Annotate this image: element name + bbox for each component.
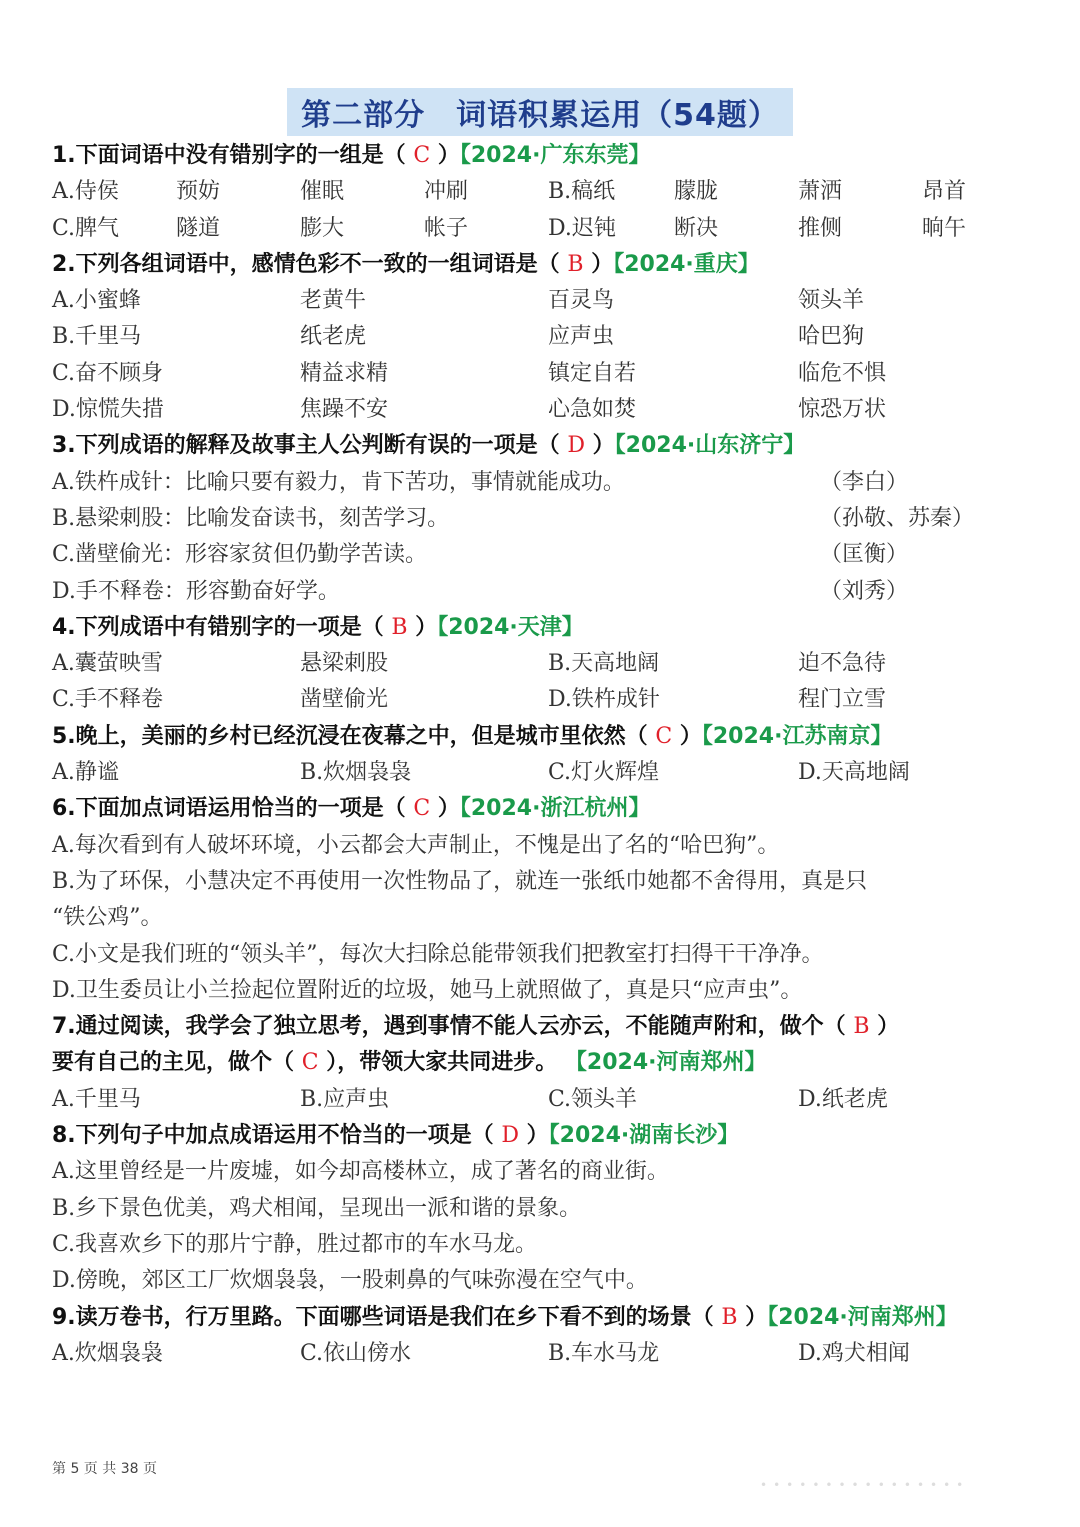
answer: C — [413, 143, 431, 168]
question-stem: 5.晚上，美丽的乡村已经沉浸在夜幕之中，但是城市里依然（ C ）【2024·江苏南京】 — [52, 723, 893, 749]
page-footer: 第 5 页 共 38 页 — [52, 1461, 157, 1477]
answer: B — [391, 614, 408, 640]
option-row: D.手不释卷：形容勤奋好学。 （刘秀） — [52, 578, 909, 604]
option-line: A.这里曾经是一片废墟，如今却高楼林立，成了著名的商业街。 — [52, 1159, 669, 1185]
answer: B — [721, 1304, 738, 1330]
option-row: A.静谧 B.炊烟袅袅 C.灯火辉煌 D.天高地阔 — [52, 760, 910, 786]
option-row: B.悬梁刺股：比喻发奋读书，刻苦学习。 （孙敬、苏秦） — [52, 505, 975, 531]
answer: B — [567, 251, 584, 277]
source-tag: 【2024·天津】 — [437, 614, 584, 640]
option-line: A.每次看到有人破坏环境，小云都会大声制止，不愧是出了名的“哈巴狗”。 — [52, 832, 780, 858]
option-line: C.小文是我们班的“领头羊”，每次大扫除总能带领我们把教室打扫得干干净净。 — [52, 941, 824, 967]
source-tag: 【2024·湖南长沙】 — [548, 1123, 740, 1149]
question-stem: 8.下列句子中加点成语运用不恰当的一项是（ D ）【2024·湖南长沙】 — [52, 1123, 740, 1149]
option-row: B.千里马 纸老虎 应声虫 哈巴狗 — [52, 324, 865, 350]
question-stem: 9.读万卷书，行万里路。下面哪些词语是我们在乡下看不到的场景（ B ）【2024·河南郑州】 — [52, 1304, 958, 1330]
source-tag: 【2024·广东东莞】 — [459, 143, 651, 168]
source-tag: 【2024·山东济宁】 — [614, 433, 806, 459]
question-stem-cont: 要有自己的主见，做个（ C ），带领大家共同进步。 【2024·河南郑州】 — [52, 1050, 767, 1076]
option-line: D.卫生委员让小兰捡起位置附近的垃圾，她马上就照做了，真是只“应声虫”。 — [52, 977, 803, 1003]
option-row: A.铁杵成针：比喻只要有毅力，肯下苦功，事情就能成功。 （李白） — [52, 469, 909, 495]
answer: C — [655, 723, 673, 749]
question-stem: 6.下面加点词语运用恰当的一项是（ C ）【2024·浙江杭州】 — [52, 796, 651, 822]
option-row: A.侍侯 预妨 催眠 冲刷 B.稿纸 朦胧 萧洒 昂首 — [52, 179, 967, 205]
option-row: C.奋不顾身 精益求精 镇定自若 临危不惧 — [52, 360, 887, 386]
answer: D — [501, 1123, 519, 1149]
option-line: C.我喜欢乡下的那片宁静，胜过都市的车水马龙。 — [52, 1231, 538, 1257]
decorative-dots: •••••••••••••••• — [760, 1478, 970, 1492]
question-list — [52, 138, 1012, 1372]
option-line: B.乡下景色优美，鸡犬相闻，呈现出一派和谐的景象。 — [52, 1195, 582, 1221]
page-title: 第二部分 词语积累运用（54题） — [287, 88, 793, 136]
answer: D — [567, 433, 585, 459]
source-tag: 【2024·重庆】 — [613, 251, 760, 277]
question-stem: 4.下列成语中有错别字的一项是（ B ）【2024·天津】 — [52, 614, 584, 640]
source-tag: 【2024·河南郑州】 — [564, 1050, 767, 1076]
option-line: B.为了环保，小慧决定不再使用一次性物品了，就连一张纸巾她都不舍得用，真是只 — [52, 868, 868, 894]
answer: B — [853, 1014, 870, 1040]
option-row: A.小蜜蜂 老黄牛 百灵鸟 领头羊 — [52, 288, 865, 314]
option-line: D.傍晚，郊区工厂炊烟袅袅，一股刺鼻的气味弥漫在空气中。 — [52, 1268, 648, 1294]
question-stem: 1.下面词语中没有错别字的一组是（ C ）【2024·广东东莞】 — [52, 143, 651, 168]
option-row: C.手不释卷 凿壁偷光 D.铁杵成针 程门立雪 — [52, 687, 887, 713]
option-row: A.炊烟袅袅 C.依山傍水 B.车水马龙 D.鸡犬相闻 — [52, 1340, 910, 1366]
option-row: A.囊萤映雪 悬梁刺股 B.天高地阔 迫不急待 — [52, 651, 887, 677]
source-tag: 【2024·浙江杭州】 — [459, 796, 651, 822]
answer: C — [413, 796, 431, 822]
source-tag: 【2024·江苏南京】 — [701, 723, 893, 749]
option-row: C.脾气 隧道 膨大 帐子 D.迟钝 断决 推侧 晌午 — [52, 215, 967, 241]
question-stem: 3.下列成语的解释及故事主人公判断有误的一项是（ D ）【2024·山东济宁】 — [52, 433, 806, 459]
option-row: A.千里马 B.应声虫 C.领头羊 D.纸老虎 — [52, 1086, 888, 1112]
option-row: D.惊慌失措 焦躁不安 心急如焚 惊恐万状 — [52, 397, 887, 423]
question-stem: 7.通过阅读，我学会了独立思考，遇到事情不能人云亦云，不能随声附和，做个（ B ） — [52, 1014, 900, 1040]
option-row: C.凿壁偷光：形容家贫但仍勤学苦读。 （匡衡） — [52, 542, 909, 568]
source-tag: 【2024·河南郑州】 — [767, 1304, 958, 1330]
title-wrap — [0, 88, 1080, 136]
answer: C — [301, 1050, 319, 1076]
question-stem: 2.下列各组词语中，感情色彩不一致的一组词语是（ B ）【2024·重庆】 — [52, 251, 760, 277]
option-line: “铁公鸡”。 — [52, 905, 163, 931]
